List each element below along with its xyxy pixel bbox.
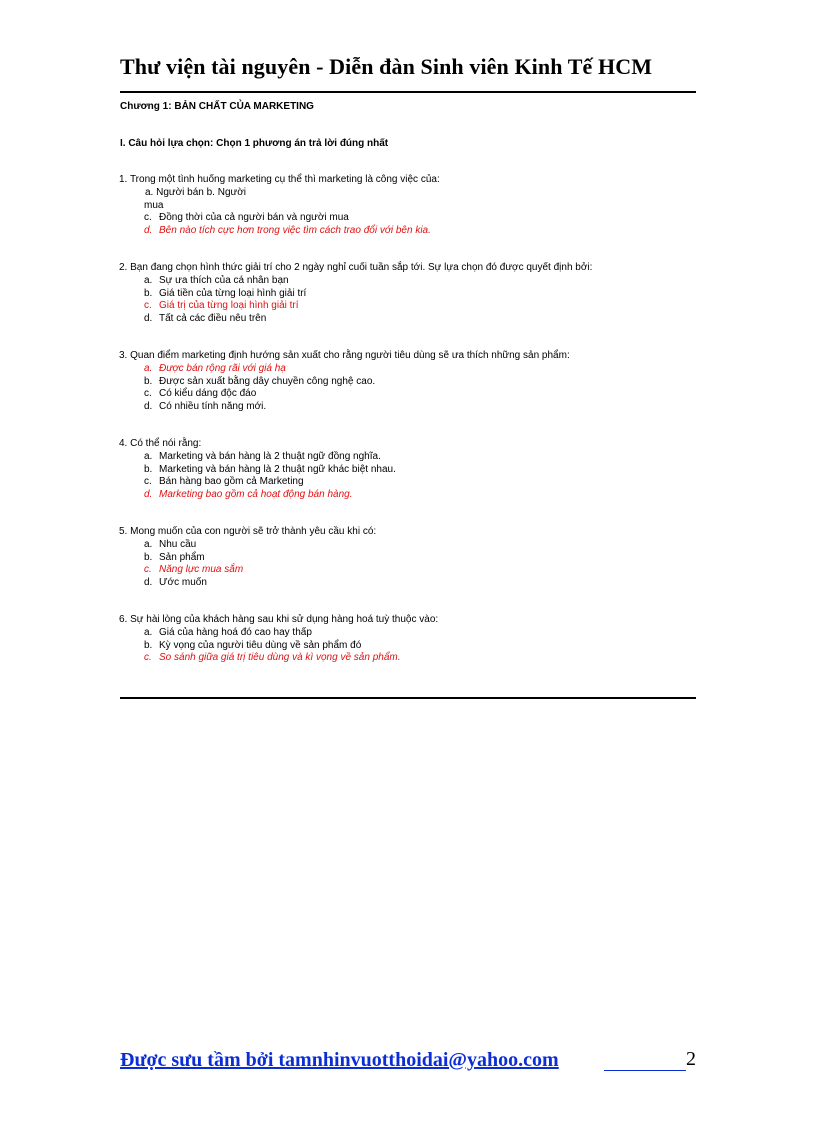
option-b: b. Sản phẩm xyxy=(144,551,205,563)
question-6 xyxy=(119,614,719,665)
option-c: c. Bán hàng bao gồm cả Marketing xyxy=(144,476,304,488)
chapter-title: Chương 1: BẢN CHẤT CỦA MARKETING xyxy=(120,101,314,112)
question-text: 2. Bạn đang chọn hình thức giải trí cho 2 ngày nghỉ cuối tuần sắp tới. Sự lựa chọn đó được quyết định bởi: xyxy=(119,262,593,273)
question-text: 4. Có thể nói rằng: xyxy=(119,438,202,449)
footer-credit-link[interactable]: Được sưu tầm bởi tamnhinvuotthoidai@yahoo.com xyxy=(120,1049,559,1071)
option-d: d. Có nhiều tính năng mới. xyxy=(144,401,267,413)
page-header-title: Thư viện tài nguyên - Diễn đàn Sinh viên Kinh Tế HCM xyxy=(120,54,653,79)
option-c-answer: c. So sánh giữa giá trị tiêu dùng và kì vọng về sản phẩm. xyxy=(144,652,401,664)
option-c: c. Có kiểu dáng độc đáo xyxy=(144,388,257,400)
option-line-a-b: a. Người bán b. Người xyxy=(145,186,246,198)
option-wrap: mua xyxy=(144,199,164,211)
question-text: 5. Mong muốn của con người sẽ trở thành yêu cầu khi có: xyxy=(119,526,377,537)
question-5 xyxy=(119,526,719,590)
option-d: d. Tất cả các điều nêu trên xyxy=(144,313,267,325)
question-text: 6. Sự hài lòng của khách hàng sau khi sử dụng hàng hoá tuỳ thuộc vào: xyxy=(119,614,439,625)
option-c-answer: c. Năng lực mua sắm xyxy=(144,564,244,576)
question-text: 1. Trong một tình huống marketing cụ thể thì marketing là công việc của: xyxy=(119,174,440,185)
option-a-answer: a. Được bán rộng rãi với giá hạ xyxy=(144,362,286,374)
option-a: a. Sự ưa thích của cá nhân bạn xyxy=(144,274,289,286)
question-1 xyxy=(119,174,719,238)
option-b: b. Kỳ vọng của người tiêu dùng về sản phẩm đó xyxy=(144,639,362,651)
question-text: 3. Quan điểm marketing định hướng sản xuất cho rằng người tiêu dùng sẽ ưa thích những sản phẩm: xyxy=(119,350,570,361)
question-2 xyxy=(119,262,719,326)
footer-underline-extension xyxy=(604,1070,686,1071)
option-a: a. Marketing và bán hàng là 2 thuật ngữ đồng nghĩa. xyxy=(144,450,381,462)
page-number: 2 xyxy=(686,1048,696,1070)
section-heading: I. Câu hỏi lựa chọn: Chọn 1 phương án trả lời đúng nhất xyxy=(120,138,389,149)
option-b: b. Marketing và bán hàng là 2 thuật ngữ khác biệt nhau. xyxy=(144,463,396,475)
option-b: b. Được sản xuất bằng dây chuyền công nghệ cao. xyxy=(144,375,376,387)
content-end-rule xyxy=(120,697,696,699)
option-b: b. Giá tiền của từng loại hình giải trí xyxy=(144,287,307,299)
option-a: a. Giá của hàng hoá đó cao hay thấp xyxy=(144,626,312,638)
option-a: a. Nhu cầu xyxy=(144,538,197,550)
option-c-answer: c. Giá trị của từng loại hình giải trí xyxy=(144,300,299,312)
option-d: d. Ước muốn xyxy=(144,577,207,589)
question-3 xyxy=(119,350,719,414)
question-4 xyxy=(119,438,719,502)
option-d-answer: d. Marketing bao gồm cả hoạt động bán hàng. xyxy=(144,489,353,501)
header-rule xyxy=(120,91,696,93)
option-c: c. Đồng thời của cả người bán và người mua xyxy=(144,212,349,224)
option-d-answer: d. Bên nào tích cực hơn trong việc tìm cách trao đổi với bên kia. xyxy=(144,225,431,237)
